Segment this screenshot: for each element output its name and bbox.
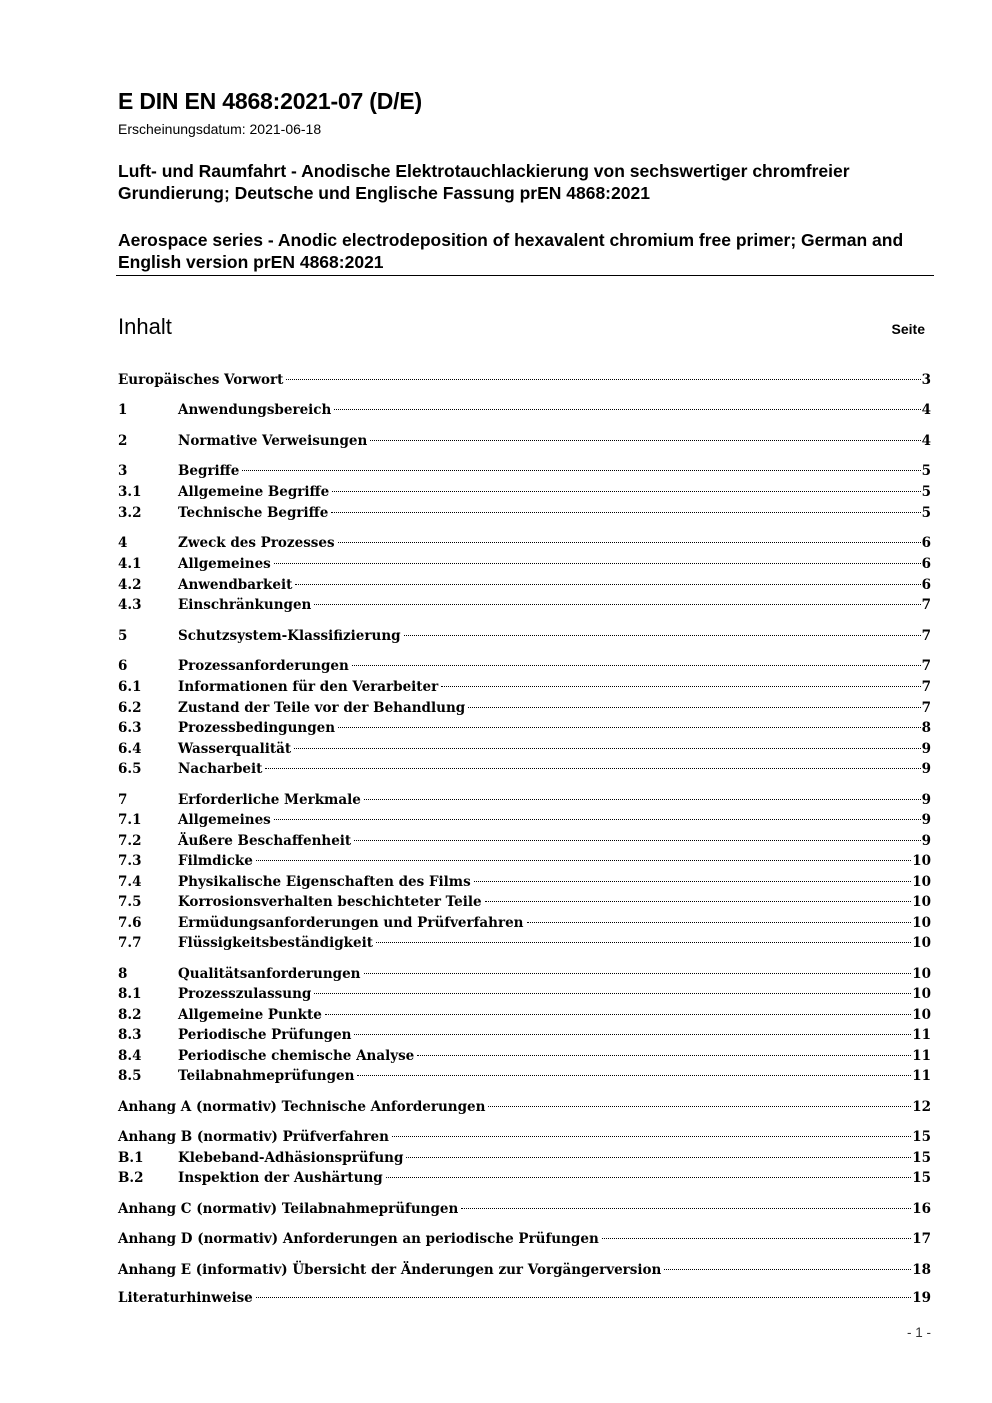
toc-entry-number: B.1 [118,1150,144,1166]
dot-leader [357,1074,911,1076]
toc-entry-page: 5 [921,505,931,521]
dot-leader [461,1207,911,1209]
dot-leader [417,1054,911,1056]
toc-entry[interactable] [118,1066,931,1086]
toc-entry-number: 6.3 [118,720,142,736]
toc-entry-number: 6.1 [118,679,142,695]
toc-entry-page: 5 [921,484,931,500]
dot-leader [352,664,921,666]
toc-entry[interactable] [118,1148,931,1168]
toc-entry[interactable] [118,575,931,595]
toc-entry[interactable] [118,759,931,779]
dot-leader [527,921,912,923]
toc-entry-page: 10 [912,986,931,1002]
dot-leader [256,1296,911,1298]
dot-leader [354,1033,911,1035]
toc-entry-title: Erforderliche Merkmale [178,792,361,808]
toc-entry[interactable] [118,370,931,390]
toc-entry-number: 7.6 [118,915,142,931]
toc-entry[interactable] [118,790,931,810]
dot-leader [256,859,911,861]
dot-leader [664,1268,911,1270]
toc-entry-title: Äußere Beschaffenheit [178,833,352,849]
dot-leader [331,511,920,513]
toc-entry-title: Physikalische Eigenschaften des Films [178,874,471,890]
toc-entry-page: 5 [921,463,931,479]
toc-entry-page: 7 [921,628,931,644]
toc-entry-title: Filmdicke [178,853,253,869]
toc-entry-page: 11 [912,1068,931,1084]
toc-entry-page: 4 [921,433,931,449]
toc-entry-number: 3.1 [118,484,142,500]
toc-entry-title: Allgemeines [178,556,271,572]
toc-entry[interactable] [118,461,931,481]
toc-entry-title: Inspektion der Aushärtung [178,1170,383,1186]
toc-entry-page: 6 [921,577,931,593]
toc-entry-number: 8.2 [118,1007,142,1023]
dot-leader [392,1135,911,1137]
dot-leader [441,685,920,687]
toc-entry-number: 7.3 [118,853,142,869]
toc-entry-number: 7 [118,792,128,808]
toc-entry-page: 16 [912,1201,931,1217]
toc-entry-page: 9 [921,741,931,757]
dot-leader [295,583,920,585]
toc-entry[interactable] [118,1097,931,1117]
toc-entry-number: 8.1 [118,986,142,1002]
dot-leader [338,541,921,543]
toc-entry-page: 15 [912,1170,931,1186]
toc-entry-number: 3 [118,463,128,479]
dot-leader [488,1105,911,1107]
toc-entry-title: Prozesszulassung [178,986,312,1002]
toc-entry[interactable] [118,626,931,646]
toc-entry[interactable] [118,913,931,933]
toc-entry-title: Anhang D (normativ) Anforderungen an periodische Prüfungen [118,1231,599,1247]
toc-entry-title: Zweck des Prozesses [178,535,335,551]
dot-leader [364,972,912,974]
toc-entry-title: Literaturhinweise [118,1290,253,1306]
dot-leader [602,1237,911,1239]
toc-entry-title: Allgemeine Begriffe [178,484,330,500]
toc-entry-number: 7.1 [118,812,142,828]
toc-entry[interactable] [118,1046,931,1066]
dot-leader [468,706,920,708]
toc-entry-title: Wasserqualität [178,741,292,757]
toc-entry-page: 12 [912,1099,931,1115]
toc-entry-title: Korrosionsverhalten beschichteter Teile [178,894,482,910]
dot-leader [354,839,920,841]
toc-entry[interactable] [118,1229,931,1249]
toc-entry-page: 9 [921,833,931,849]
toc-entry-title: Teilabnahmeprüfungen [178,1068,355,1084]
toc-entry[interactable] [118,810,931,830]
toc-entry-number: B.2 [118,1170,144,1186]
toc-entry-page: 10 [912,1007,931,1023]
toc-entry-number: 8 [118,966,128,982]
dot-leader [364,798,921,800]
toc-entry-title: Ermüdungsanforderungen und Prüfverfahren [178,915,524,931]
toc-entry[interactable] [118,1288,931,1308]
toc-entry-number: 1 [118,402,128,418]
dot-leader [294,747,920,749]
toc-entry-page: 15 [912,1129,931,1145]
toc-entry-page: 6 [921,556,931,572]
toc-entry-title: Europäisches Vorwort [118,372,284,388]
toc-entry-number: 6.2 [118,700,142,716]
toc-entry-title: Allgemeines [178,812,271,828]
toc-entry[interactable] [118,892,931,912]
toc-entry[interactable] [118,1199,931,1219]
toc-entry-page: 6 [921,535,931,551]
toc-entry[interactable] [118,533,931,553]
dot-leader [286,378,920,380]
toc-entry-page: 11 [912,1027,931,1043]
toc-entry-title: Periodische Prüfungen [178,1027,352,1043]
toc-entry-page: 10 [912,966,931,982]
toc-entry-title: Begriffe [178,463,240,479]
toc-entry-page: 10 [912,935,931,951]
toc-heading: Inhalt [118,314,172,339]
toc-entry-number: 4.2 [118,577,142,593]
toc-entry[interactable] [118,554,931,574]
dot-leader [332,490,920,492]
toc-entry-title: Einschränkungen [178,597,312,613]
toc-entry-number: 7.5 [118,894,142,910]
toc-entry-page: 10 [912,874,931,890]
toc-entry[interactable] [118,656,931,676]
document-id: E DIN EN 4868:2021-07 (D/E) [118,88,422,114]
toc-entry-title: Informationen für den Verarbeiter [178,679,439,695]
toc-page-column-label: Seite [891,321,925,337]
toc-entry-number: 8.4 [118,1048,142,1064]
toc-entry-title: Anhang E (informativ) Übersicht der Änderungen zur Vorgängerversion [118,1262,662,1278]
toc-entry[interactable] [118,933,931,953]
dot-leader [274,562,921,564]
toc-entry[interactable] [118,718,931,738]
toc-entry[interactable] [118,595,931,615]
toc-entry[interactable] [118,482,931,502]
dot-leader [485,900,912,902]
toc-entry[interactable] [118,984,931,1004]
toc-entry-title: Qualitätsanforderungen [178,966,361,982]
toc-entry[interactable] [118,739,931,759]
toc-entry-page: 18 [912,1262,931,1278]
toc-entry-title: Flüssigkeitsbeständigkeit [178,935,373,951]
toc-entry-number: 7.7 [118,935,142,951]
dot-leader [314,992,911,994]
toc-entry[interactable] [118,872,931,892]
toc-entry-title: Prozessbedingungen [178,720,336,736]
toc-entry-page: 19 [912,1290,931,1306]
toc-entry-number: 2 [118,433,128,449]
toc-entry[interactable] [118,1260,931,1280]
toc-entry-number: 6.5 [118,761,142,777]
dot-leader [404,634,921,636]
toc-entry-number: 4.3 [118,597,142,613]
toc-entry-page: 7 [921,658,931,674]
dot-leader [386,1176,911,1178]
toc-entry[interactable] [118,400,931,420]
dot-leader [274,818,921,820]
toc-entry-number: 7.2 [118,833,142,849]
toc-entry-page: 3 [921,372,931,388]
toc-entry[interactable] [118,431,931,451]
toc-entry-page: 17 [912,1231,931,1247]
publication-date: Erscheinungsdatum: 2021-06-18 [118,121,322,137]
dot-leader [406,1156,911,1158]
toc-entry-page: 8 [921,720,931,736]
toc-entry-number: 8.5 [118,1068,142,1084]
dot-leader [265,767,920,769]
toc-entry-title: Periodische chemische Analyse [178,1048,415,1064]
toc-entry-title: Klebeband-Adhäsionsprüfung [178,1150,404,1166]
toc-entry-title: Normative Verweisungen [178,433,368,449]
toc-entry-title: Anhang B (normativ) Prüfverfahren [118,1129,389,1145]
dot-leader [376,941,911,943]
page-number: - 1 - [906,1325,931,1340]
dot-leader [314,603,920,605]
dot-leader [325,1013,911,1015]
toc-entry-number: 4.1 [118,556,142,572]
toc-entry[interactable] [118,1005,931,1025]
toc-entry-page: 4 [921,402,931,418]
toc-entry-number: 5 [118,628,128,644]
toc-entry[interactable] [118,1025,931,1045]
toc-entry[interactable] [118,1168,931,1188]
toc-entry-title: Schutzsystem-Klassifizierung [178,628,401,644]
toc-entry-page: 10 [912,894,931,910]
toc-entry[interactable] [118,503,931,523]
toc-entry-page: 9 [921,792,931,808]
dot-leader [474,880,912,882]
toc-entry-page: 10 [912,915,931,931]
toc-entry[interactable] [118,1127,931,1147]
title-german: Luft- und Raumfahrt - Anodische Elektrotauchlackierung von sechswertiger chromfreier Grundierung; Deutsche und Englische Fassung prEN 4868:2021 [118,161,850,203]
toc-entry-title: Nacharbeit [178,761,263,777]
toc-entry-title: Zustand der Teile vor der Behandlung [178,700,466,716]
toc-entry-title: Allgemeine Punkte [178,1007,322,1023]
toc-entry-page: 7 [921,597,931,613]
toc-entry-number: 7.4 [118,874,142,890]
toc-entry-page: 11 [912,1048,931,1064]
toc-entry-number: 3.2 [118,505,142,521]
toc-entry[interactable] [118,964,931,984]
toc-entry-page: 9 [921,761,931,777]
dot-leader [242,469,920,471]
toc-entry[interactable] [118,831,931,851]
toc-entry-number: 4 [118,535,128,551]
toc-entry-title: Anhang C (normativ) Teilabnahmeprüfungen [118,1201,459,1217]
toc-entry-title: Technische Begriffe [178,505,329,521]
toc-entry-title: Anwendbarkeit [178,577,293,593]
toc-entry-title: Prozessanforderungen [178,658,349,674]
toc-entry-page: 9 [921,812,931,828]
header-divider [116,275,934,276]
toc-entry-number: 8.3 [118,1027,142,1043]
dot-leader [338,726,921,728]
dot-leader [370,439,920,441]
toc-entry[interactable] [118,851,931,871]
toc-entry-number: 6.4 [118,741,142,757]
toc-entry-page: 7 [921,679,931,695]
toc-entry-title: Anhang A (normativ) Technische Anforderungen [118,1099,486,1115]
toc-entry[interactable] [118,698,931,718]
dot-leader [334,408,920,410]
toc-entry[interactable] [118,677,931,697]
toc-entry-page: 10 [912,853,931,869]
toc-entry-number: 6 [118,658,128,674]
toc-entry-page: 7 [921,700,931,716]
toc-entry-page: 15 [912,1150,931,1166]
title-english: Aerospace series - Anodic electrodeposition of hexavalent chromium free primer; German and English version prEN 4868:2021 [118,230,904,272]
toc-entry-title: Anwendungsbereich [178,402,332,418]
